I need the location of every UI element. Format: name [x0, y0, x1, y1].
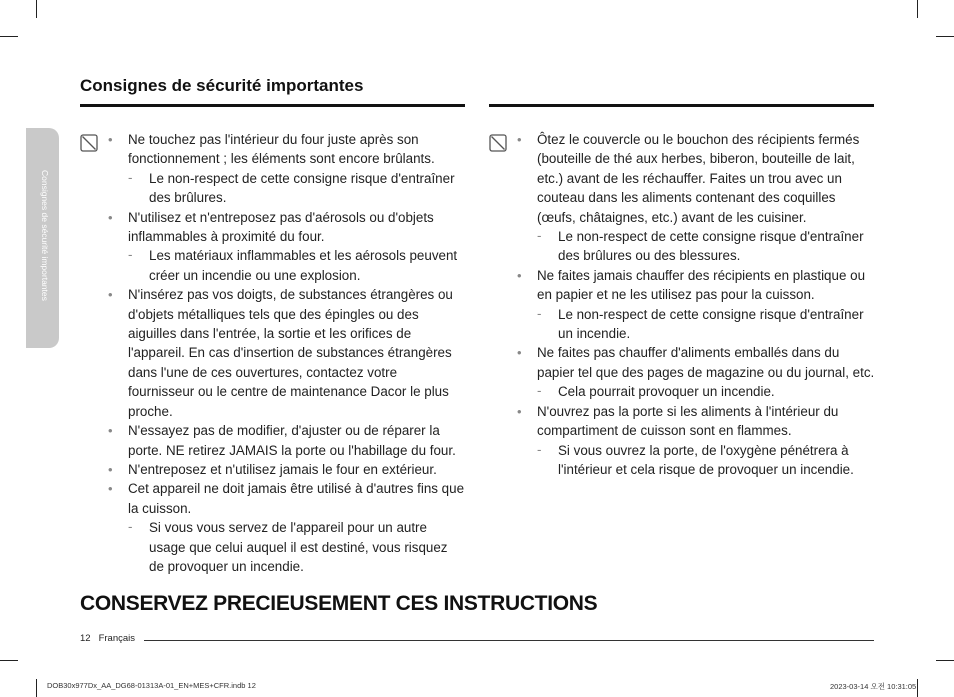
safety-item — [108, 479, 466, 576]
safety-item-text: N'utilisez et n'entreposez pas d'aérosols ou d'objets inflammables à proximité du four. — [128, 209, 434, 245]
crop-mark — [0, 660, 18, 661]
left-header-rule — [80, 104, 465, 107]
safety-sub-list — [537, 382, 875, 401]
crop-mark — [917, 679, 918, 697]
safety-sub-item: - Le non-respect de cette consigne risque d'entraîner des brûlures. — [149, 169, 466, 208]
left-column — [80, 130, 466, 576]
safety-item-text: Ôtez le couvercle ou le bouchon des récipients fermés (bouteille de thé aux herbes, biberon, bouteille de lait, etc.) avant de les réchauffer. Faites un trou avec un couteau dans les aliments contenant des coquilles (œufs, châtaignes, etc.) avant de les cuisiner. — [537, 132, 860, 225]
safety-item — [517, 402, 875, 480]
safety-sub-list — [537, 305, 875, 344]
safety-sub-item: - Cela pourrait provoquer un incendie. — [558, 382, 875, 401]
left-bullet-list — [80, 130, 466, 576]
safety-item-text: Ne touchez pas l'intérieur du four juste après son fonctionnement ; les éléments sont encore brûlants. — [128, 132, 435, 167]
prohibition-icon — [80, 134, 98, 152]
page-footer — [80, 633, 143, 644]
safety-sub-item: - Le non-respect de cette consigne risque d'entraîner des brûlures ou des blessures. — [558, 227, 875, 266]
right-bullet-list — [489, 130, 875, 479]
safety-item — [108, 421, 466, 460]
side-tab-label: Consignes de sécurité importantes — [40, 170, 50, 301]
safety-item-text: N'essayez pas de modifier, d'ajuster ou de réparer la porte. NE retirez JAMAIS la porte ou l'habillage du four. — [128, 423, 456, 458]
safety-sub-item: - Les matériaux inflammables et les aérosols peuvent créer un incendie ou une explosion. — [149, 246, 466, 285]
safety-sub-list — [128, 518, 466, 576]
safety-sub-list — [537, 441, 875, 480]
page-language: Français — [98, 633, 136, 644]
footer-rule — [144, 640, 874, 641]
right-header-rule — [489, 104, 874, 107]
safety-sub-list — [128, 169, 466, 208]
crop-mark — [0, 36, 18, 37]
crop-mark — [936, 36, 954, 37]
safety-item-text: N'insérez pas vos doigts, de substances étrangères ou d'objets métalliques tels que des épingles ou des aiguilles dans l'entrée, la sortie et les orifices de l'appareil. En cas d'insertion de substances étrangères dans l'une de ces ouvertures, contactez votre fournisseur ou le centre de maintenance Dacor le plus proche. — [128, 287, 453, 419]
safety-sub-item: - Si vous ouvrez la porte, de l'oxygène pénétrera à l'intérieur et cela risque de provoquer un incendie. — [558, 441, 875, 480]
safety-item — [108, 130, 466, 208]
safety-item — [517, 343, 875, 401]
prohibition-icon — [489, 134, 507, 152]
safety-item — [108, 208, 466, 286]
safety-item-text: Cet appareil ne doit jamais être utilisé à d'autres fins que la cuisson. — [128, 481, 465, 516]
safety-sub-list — [537, 227, 875, 266]
right-column — [489, 130, 875, 479]
crop-mark — [36, 0, 37, 18]
save-instructions-title: CONSERVEZ PRECIEUSEMENT CES INSTRUCTIONS — [80, 592, 598, 615]
safety-item — [108, 460, 466, 479]
crop-mark — [36, 679, 37, 697]
safety-sub-list — [128, 246, 466, 285]
crop-mark — [917, 0, 918, 18]
print-slug-date: 2023-03-14 오전 10:31:05 — [830, 682, 917, 691]
safety-sub-item: - Si vous vous servez de l'appareil pour un autre usage que celui auquel il est destiné, vous risquez de provoquer un incendie. — [149, 518, 466, 576]
safety-item — [517, 130, 875, 266]
section-title: Consignes de sécurité importantes — [80, 76, 364, 95]
page-number: 12 — [80, 633, 91, 644]
safety-item — [517, 266, 875, 344]
safety-sub-item: - Le non-respect de cette consigne risque d'entraîner un incendie. — [558, 305, 875, 344]
safety-item — [108, 285, 466, 421]
safety-item-text: Ne faites jamais chauffer des récipients en plastique ou en papier et ne les utilisez pas pour la cuisson. — [537, 267, 866, 303]
print-slug-file: DOB30x977Dx_AA_DG68-01313A-01_EN+MES+CFR.indb 12 — [47, 681, 256, 690]
safety-item-text: N'entreposez et n'utilisez jamais le four en extérieur. — [128, 461, 437, 477]
crop-mark — [936, 660, 954, 661]
safety-item-text: N'ouvrez pas la porte si les aliments à l'intérieur du compartiment de cuisson sont en flammes. — [537, 403, 839, 439]
safety-item-text: Ne faites pas chauffer d'aliments emballés dans du papier tel que des pages de magazine ou du journal, etc. — [537, 345, 875, 380]
